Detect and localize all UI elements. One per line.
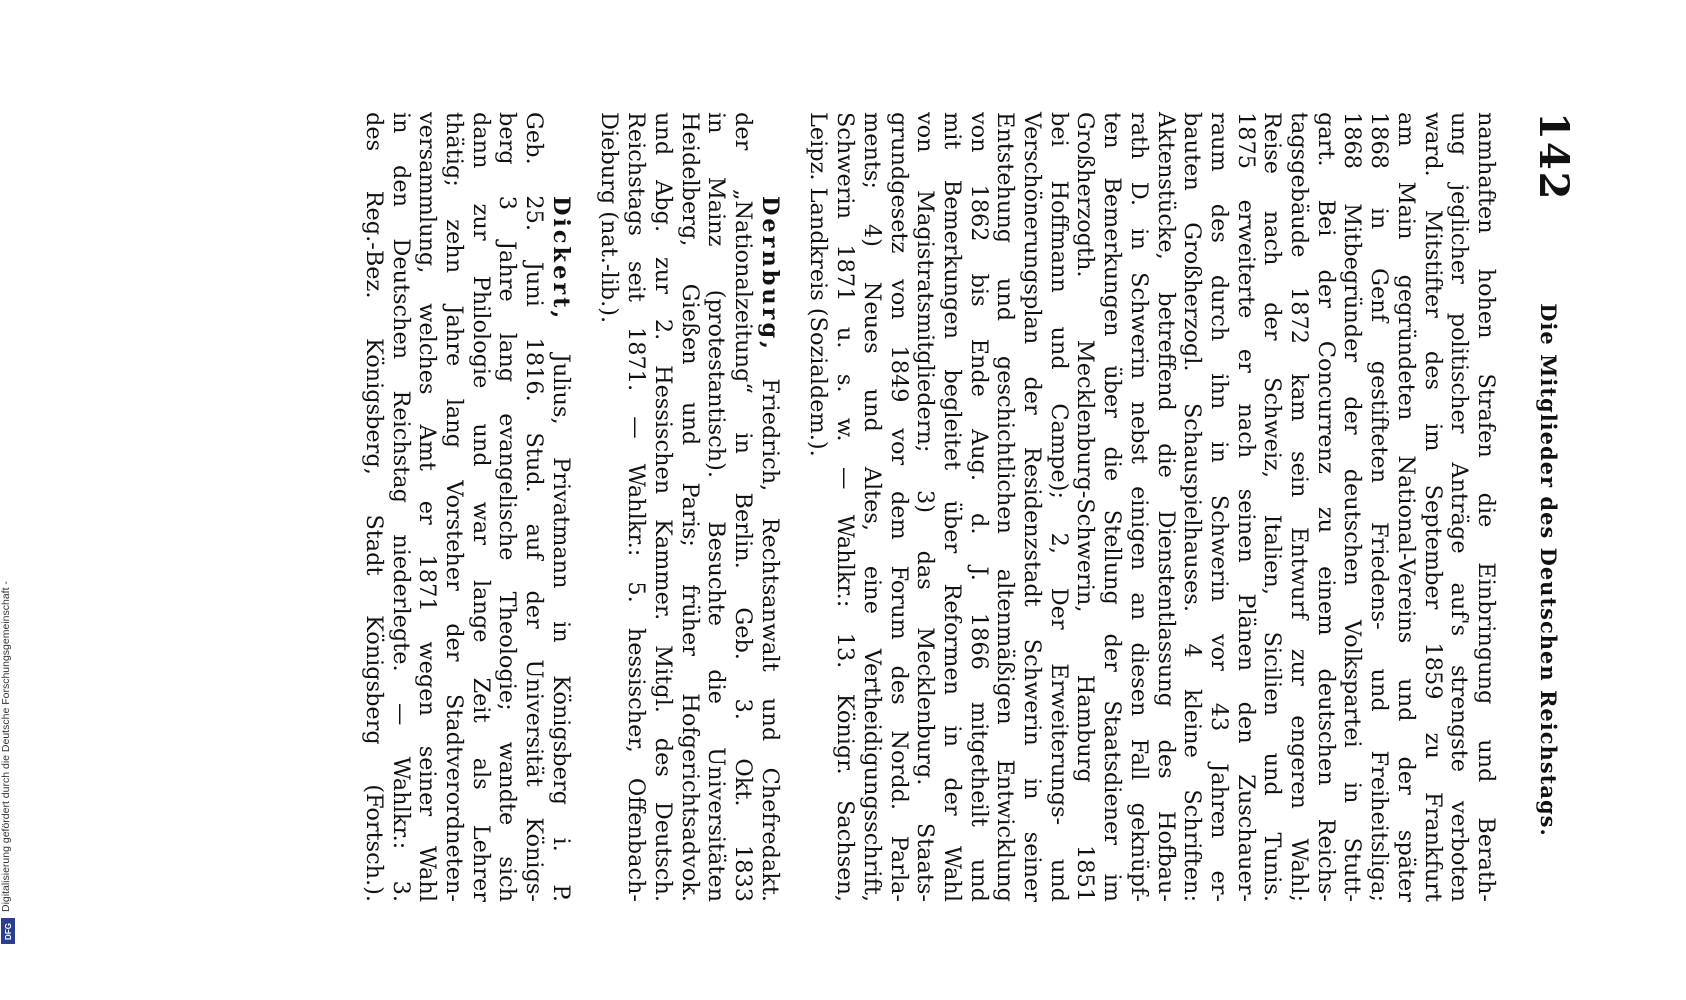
text-line: dann zur Philologie und war lange Zeit als Lehrer [467,112,494,902]
digitization-credit-text: Digitalisierung gefördert durch die Deutsche Forschungsgemeinschaft - [0,581,12,912]
text-line: Entstehung und geschichtlichen altenmäßigen Entwicklung [992,112,1019,902]
text-line: Dieburg (nat.-lib.). [596,112,623,324]
dfg-logo [1,918,15,944]
text-line: Aktenstücke, betreffend die Dienstentlassung des Hofbau- [1152,112,1179,902]
text-line: ments; 4) Neues und Altes, eine Vertheidigungsschrift, [858,112,885,902]
text-line: der „Nationalzeitung“ in Berlin. Geb. 3. Okt. 1833 [730,112,757,902]
text-line: ten Bemerkungen über die Stellung der Staatsdiener im [1099,112,1126,902]
text-line: 1868 in Genf gestifteten Friedens- und Freiheitsliga; [1366,112,1393,902]
text-line: Leipz. Landkreis (Sozialdem.). [805,112,832,457]
text-line: versammlung, welches Amt er 1871 wegen seiner Wahl [414,112,441,902]
text-line: 1868 Mitbegründer der deutschen Volkspartei in Stutt- [1339,112,1366,902]
biography-entry-dickert [360,112,574,902]
text-line: namhaften hohen Strafen die Einbringung und Berath- [1473,112,1499,902]
page-number: 142 [1530,112,1577,202]
dfg-logo-text: DFG [3,922,13,940]
text-line: Heidelberg, Gießen und Paris; früher Hofgerichtsadvok. [676,112,703,902]
text-line: des Reg.-Bez. Königsberg, Stadt Königsberg (Fortsch.). [360,112,387,902]
text-line: Reise nach der Schweiz, Italien, Sicilien und Tunis. [1259,112,1286,902]
text-line: in Mainz (protestantisch). Besuchte die Universitäten [703,112,730,902]
entry-first-line [756,112,783,902]
text-line: von Magistratsmitgliedern; 3) das Mecklenburg. Staats- [912,112,939,902]
text-line: von 1862 bis Ende Aug. d. J. 1866 mitgetheilt und [965,112,992,902]
text-line: bauten Großherzogl. Schauspielhauses. 4 kleine Schriften: [1179,112,1206,902]
text-line: 1875 erweiterte er nach seinen Plänen den Zuschauer- [1232,112,1259,902]
continuation-paragraph [805,112,1499,902]
biography-entry-dernburg [596,112,783,902]
text-line: rath D. in Schwerin nebst einigen an diesen Fall geknüpf- [1125,112,1152,902]
text-line: berg 3 Jahre lang evangelische Theologie; wandte sich [494,112,521,902]
text-line: Verschönerungsplan der Residenzstadt Schwerin in seiner [1019,112,1046,902]
scanned-page [143,70,1583,930]
text-line: in den Deutschen Reichstag niederlegte. — Wahlkr.: 3. [387,112,414,902]
page-body [360,112,1499,902]
entry-first-line [547,112,574,902]
text-line: ward. Mitstifter des im September 1859 zu Frankfurt [1419,112,1446,902]
text-line: bei Hoffmann und Campe); 2, Der Erweiterungs- und [1045,112,1072,902]
text-line: mit Bemerkungen begleitet über Reformen in der Wahl [938,112,965,902]
text-line: ung jeglicher politischer Anträge auf's strengste verboten [1446,112,1473,902]
page-header [1523,70,1583,930]
text-line: und Abg. zur 2. Hessischen Kammer. Mitgl. des Deutsch. [649,112,676,902]
text-line: tagsgebäude 1872 kam sein Entwurf zur engeren Wahl; [1286,112,1313,902]
entry-surname: Dickert, [547,196,574,322]
entry-surname: Dernburg, [756,196,783,352]
text-line: Julius, Privatmann in Königsberg i. P. [547,353,574,902]
text-line: grundgesetz von 1849 vor dem Forum des Nordd. Parla- [885,112,912,902]
text-line: Friedrich, Rechtsanwalt und Chefredakt. [756,378,783,902]
text-line: gart. Bei der Concurrenz zu einem deutschen Reichs- [1312,112,1339,902]
text-line: Großherzogth. Mecklenburg-Schwerin, Hamburg 1851 [1072,112,1099,902]
text-line: Geb. 25. Juni 1816. Stud. auf der Universität Königs- [521,112,548,902]
text-line: Reichstags seit 1871. — Wahlkr.: 5. hessischer, Offenbach- [623,112,650,902]
text-line: am Main gegründeten National-Vereins und der später [1392,112,1419,902]
running-title: Die Mitglieder des Deutschen Reichstags. [1536,303,1561,837]
text-line: Schwerin 1871 u. s. w. — Wahlkr.: 13. Königr. Sachsen, [832,112,859,902]
text-line: thätig; zehn Jahre lang Vorsteher der Stadtverordneten- [440,112,467,902]
text-line: raum des durch ihn in Schwerin vor 43 Jahren er- [1205,112,1232,902]
